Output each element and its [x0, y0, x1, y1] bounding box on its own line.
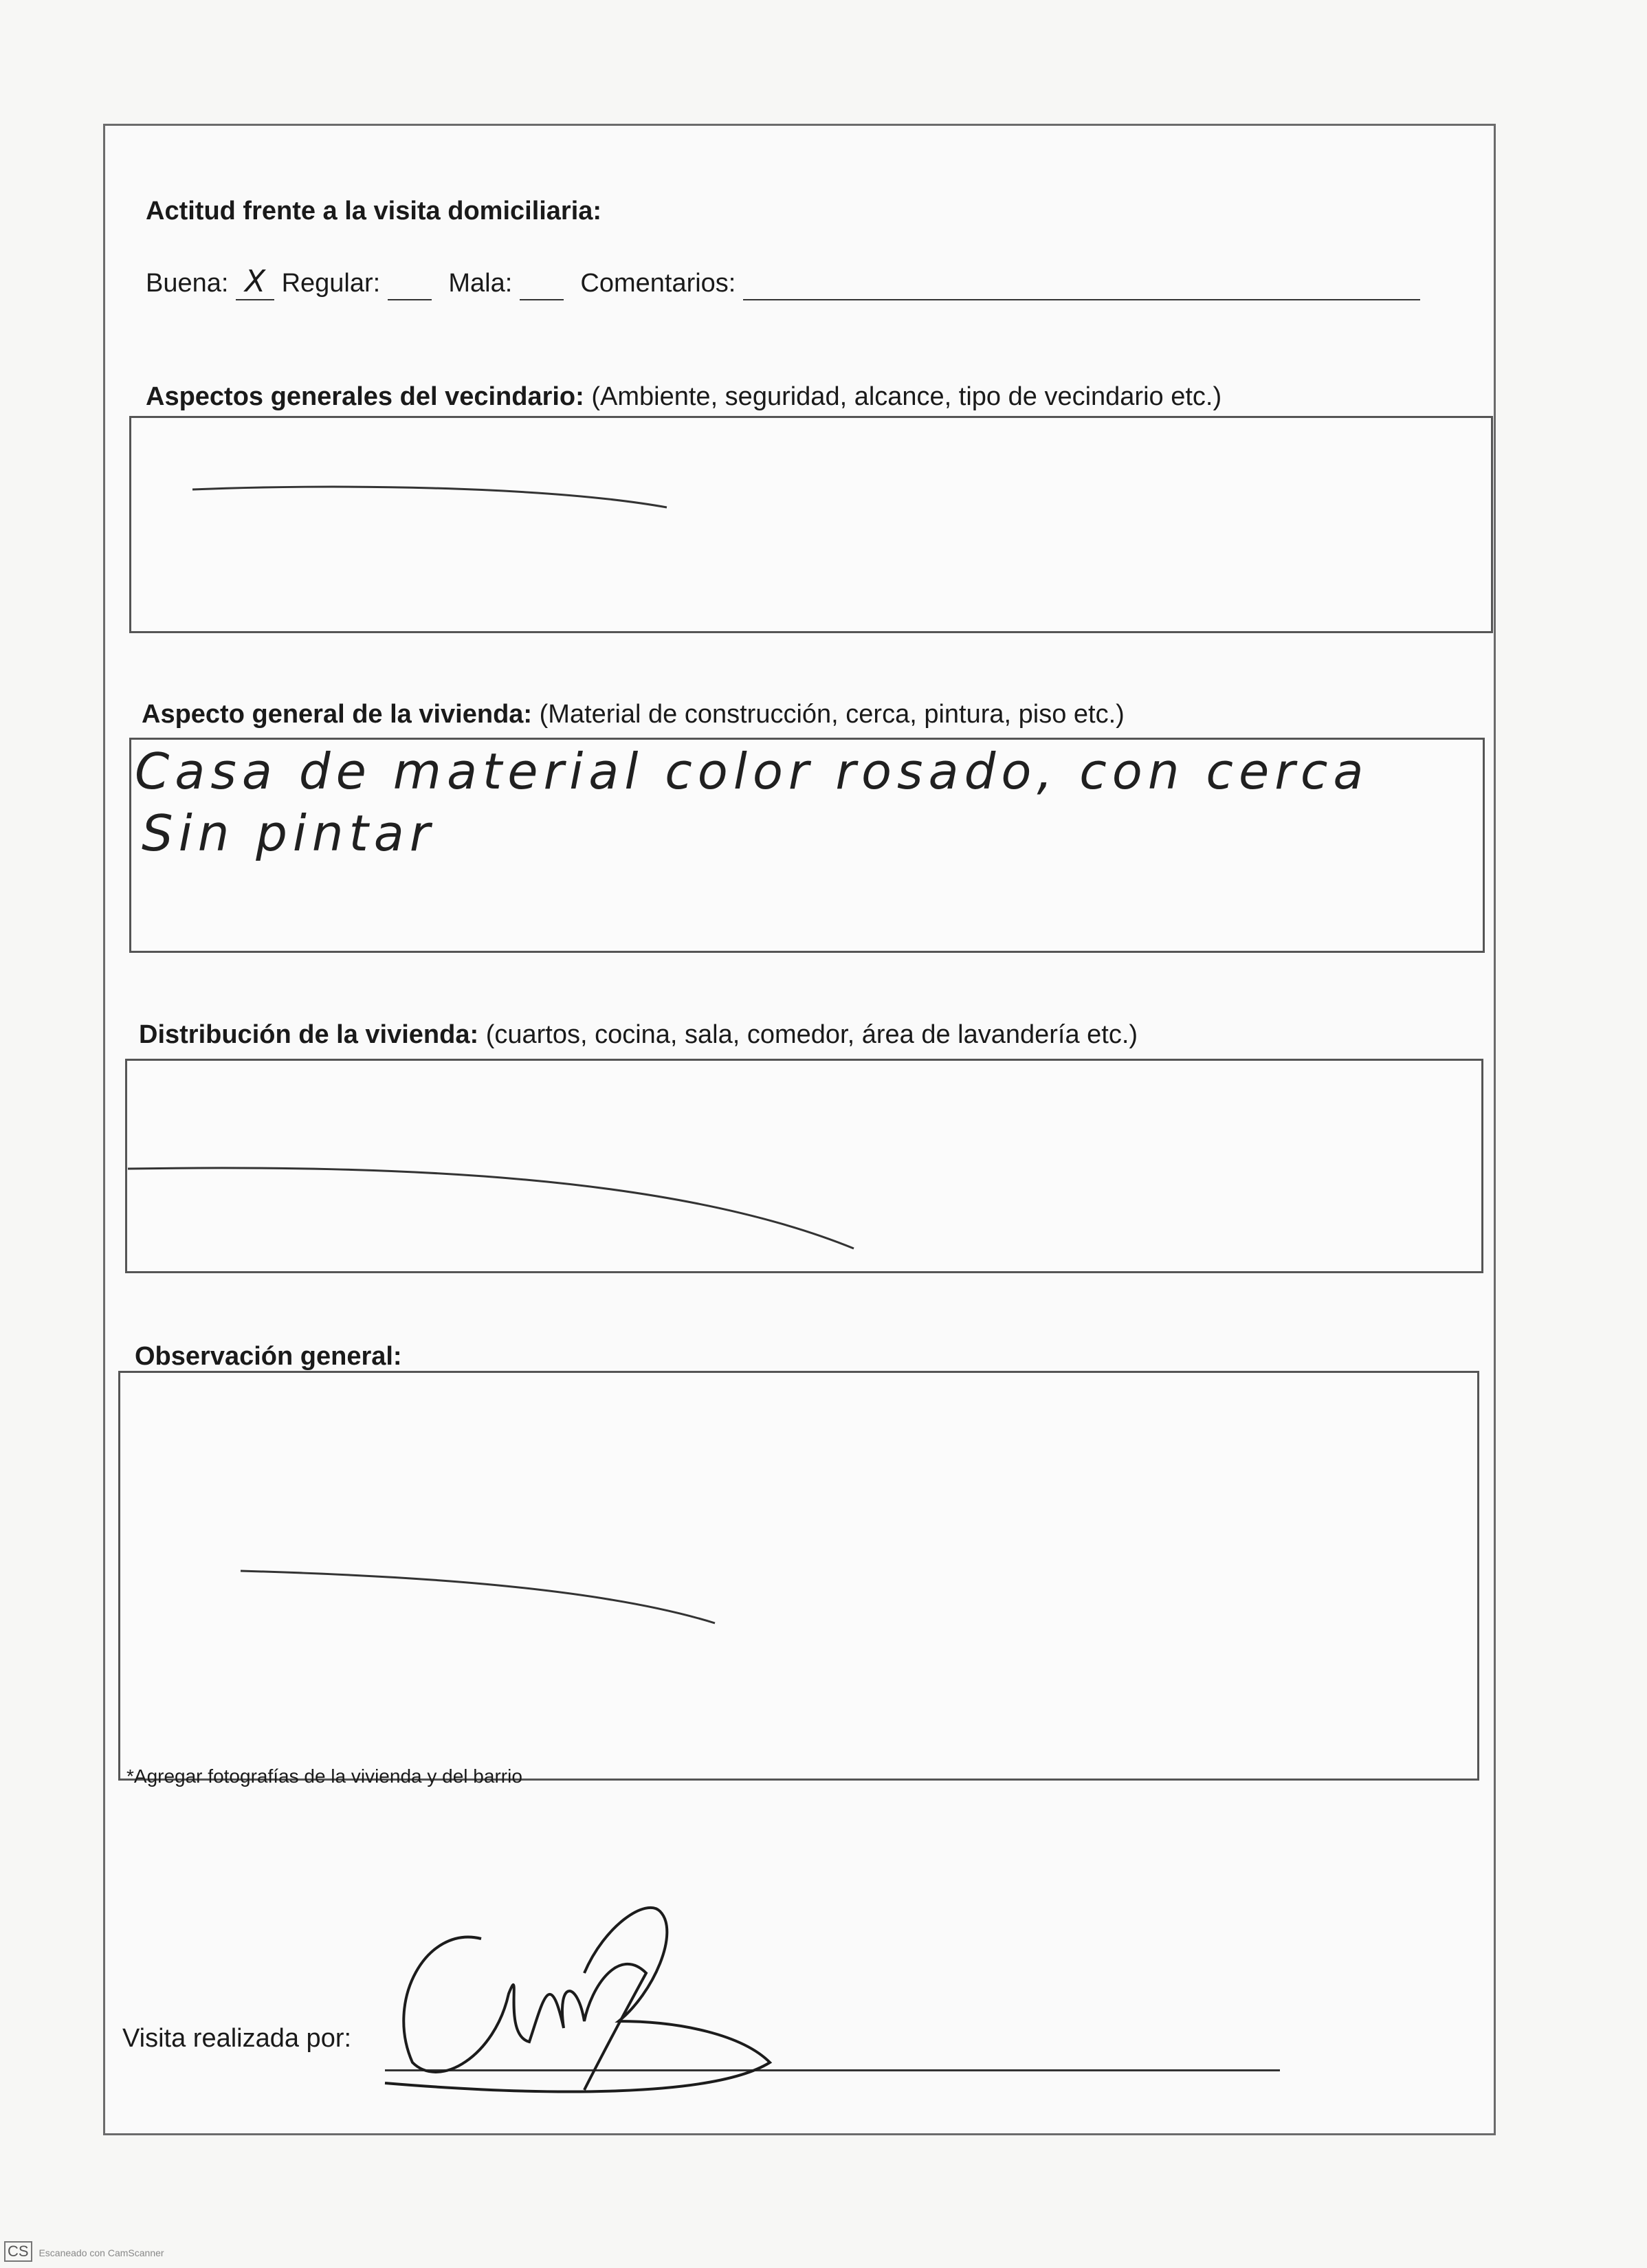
distribucion-heading	[139, 1020, 1138, 1050]
photos-footnote: *Agregar fotografías de la vivienda y del barrio	[126, 1765, 522, 1787]
vivienda-heading	[142, 700, 1125, 729]
regular-blank	[388, 278, 432, 300]
comentarios-label: Comentarios:	[580, 269, 736, 298]
observacion-title: Observación general:	[135, 1342, 402, 1371]
scanner-text: Escaneado con CamScanner	[38, 2247, 164, 2258]
regular-label: Regular:	[281, 269, 381, 298]
scanner-badge: CS	[4, 2241, 32, 2262]
vivienda-title: Aspecto general de la vivienda:	[142, 700, 533, 729]
vecindario-heading	[146, 382, 1222, 412]
attitude-options	[146, 264, 1420, 300]
vecindario-title: Aspectos generales del vecindario:	[146, 382, 584, 411]
attitude-title: Actitud frente a la visita domiciliaria:	[146, 197, 602, 225]
vecindario-box	[129, 416, 1493, 633]
signature-label: Visita realizada por:	[122, 2024, 352, 2053]
vecindario-strikethrough	[186, 474, 681, 516]
distribucion-hint: (cuartos, cocina, sala, comedor, área de lavandería etc.)	[485, 1020, 1138, 1049]
comentarios-blank	[743, 278, 1420, 300]
mala-label: Mala:	[448, 269, 513, 298]
mala-blank	[520, 278, 564, 300]
vivienda-hint: (Material de construcción, cerca, pintura, piso etc.)	[539, 700, 1125, 729]
scanner-watermark	[4, 2241, 164, 2262]
vivienda-handwritten-line1: Casa de material color rosado, con cerca	[135, 742, 1369, 800]
buena-label: Buena:	[146, 269, 229, 298]
buena-mark: X	[236, 264, 274, 300]
distribucion-strikethrough	[125, 1155, 867, 1258]
vecindario-hint: (Ambiente, seguridad, alcance, tipo de vecindario etc.)	[591, 382, 1222, 411]
observacion-strikethrough	[234, 1557, 729, 1633]
signature-scribble	[357, 1884, 784, 2104]
distribucion-title: Distribución de la vivienda:	[139, 1020, 479, 1049]
observacion-heading	[135, 1342, 402, 1372]
vivienda-handwritten-line2: Sin pintar	[142, 804, 436, 862]
